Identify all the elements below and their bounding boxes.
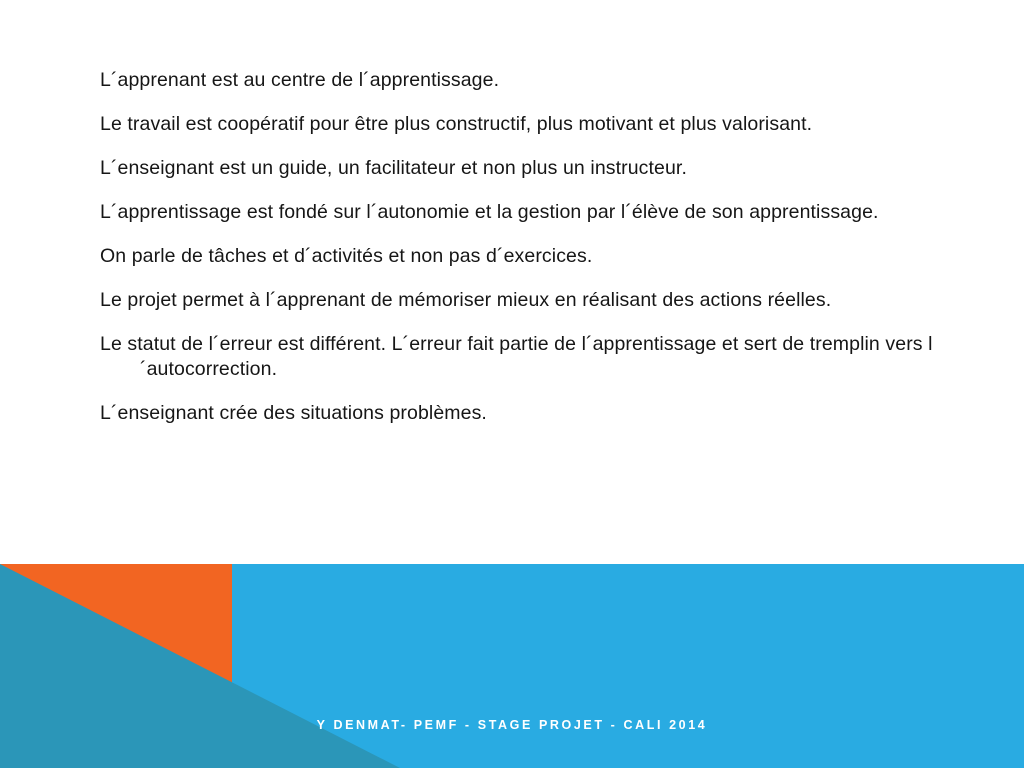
body-paragraph: Le travail est coopératif pour être plus constructif, plus motivant et plus valorisant. (100, 112, 813, 135)
footer-teal-triangle (0, 564, 400, 768)
body-paragraph: L´apprentissage est fondé sur l´autonomie et la gestion par l´élève de son apprentissage. (100, 200, 879, 223)
body-paragraph: On parle de tâches et d´activités et non pas d´exercices. (100, 244, 593, 267)
slide-body (100, 68, 940, 426)
body-paragraph: L´enseignant est un guide, un facilitateur et non plus un instructeur. (100, 156, 687, 179)
body-paragraph: Le statut de l´erreur est différent. L´erreur fait partie de l´apprentissage et sert de tremplin vers l´autocorrection. (100, 332, 933, 380)
footer-text: Y DENMAT- PEMF - STAGE PROJET - CALI 2014 (316, 718, 708, 732)
body-paragraph: L´enseignant crée des situations problèmes. (100, 401, 487, 424)
body-paragraph: L´apprenant est au centre de l´apprentissage. (100, 69, 500, 91)
body-paragraph: Le projet permet à l´apprenant de mémoriser mieux en réalisant des actions réelles. (100, 288, 832, 311)
